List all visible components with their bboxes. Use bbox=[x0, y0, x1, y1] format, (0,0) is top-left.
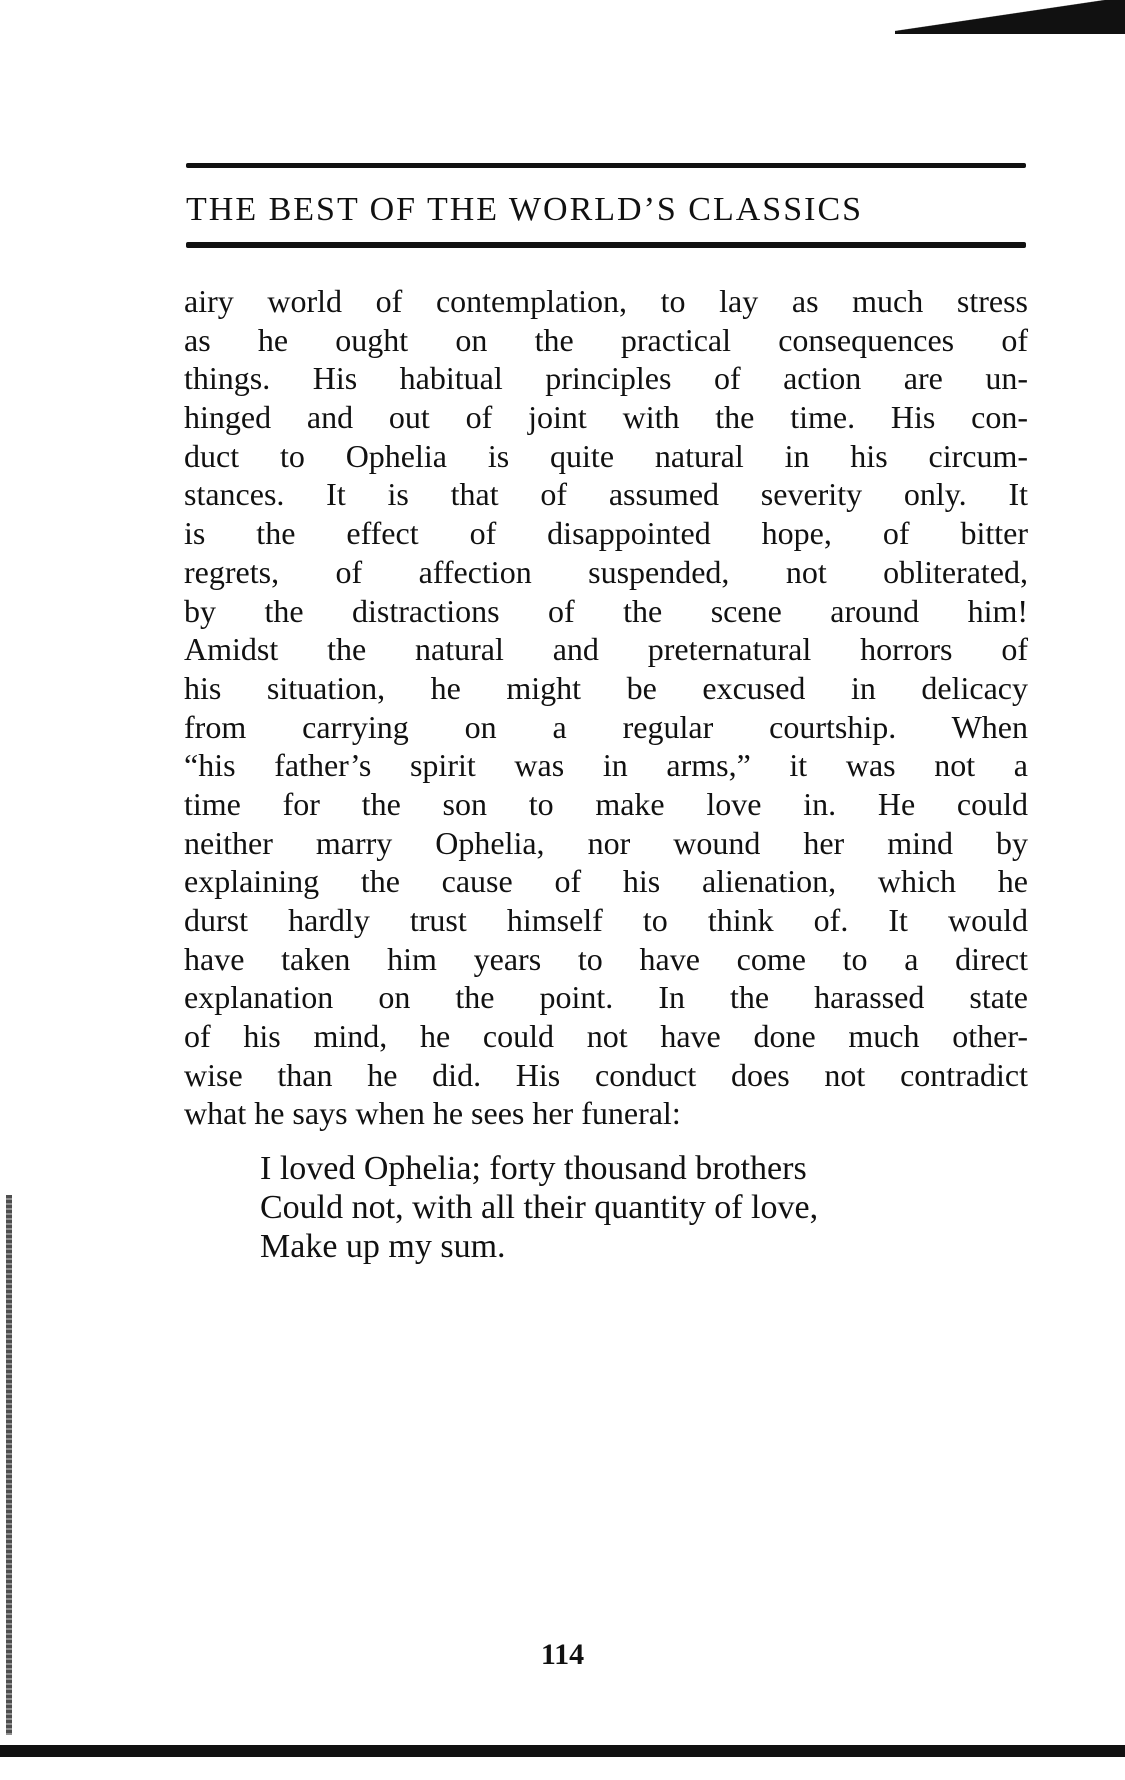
text-line: from carrying on a regular courtship. When bbox=[184, 708, 1028, 745]
body-paragraph bbox=[184, 282, 1028, 1133]
text-line: of his mind, he could not have done much other- bbox=[184, 1018, 1028, 1055]
text-line: what he says when he sees her funeral: bbox=[184, 1095, 681, 1132]
text-line: time for the son to make love in. He could bbox=[184, 785, 1028, 822]
text-line: explaining the cause of his alienation, which he bbox=[184, 863, 1028, 900]
text-line: neither marry Ophelia, nor wound her mind by bbox=[184, 824, 1028, 861]
running-head: THE BEST OF THE WORLD’S CLASSICS bbox=[186, 191, 864, 228]
text-line: “his father’s spirit was in arms,” it was not a bbox=[184, 747, 1028, 784]
text-line: hinged and out of joint with the time. His con- bbox=[184, 399, 1028, 436]
text-line: by the distractions of the scene around him! bbox=[184, 592, 1028, 629]
header-rule-bottom bbox=[186, 242, 1026, 248]
text-line: durst hardly trust himself to think of. It would bbox=[184, 902, 1028, 938]
text-line: have taken him years to have come to a direct bbox=[184, 940, 1028, 977]
text-line: wise than he did. His conduct does not contradict bbox=[184, 1056, 1028, 1093]
header-rule-top bbox=[186, 163, 1026, 168]
text-line: explanation on the point. In the harassed state bbox=[184, 979, 1028, 1016]
verse-quotation bbox=[260, 1149, 818, 1266]
text-line: is the effect of disappointed hope, of bitter bbox=[184, 515, 1028, 552]
text-line: stances. It is that of assumed severity only. It bbox=[184, 476, 1028, 513]
verse-line: Could not, with all their quantity of love, bbox=[260, 1189, 819, 1226]
verse-line: I loved Ophelia; forty thousand brothers bbox=[260, 1150, 807, 1187]
text-line: as he ought on the practical consequences of bbox=[184, 321, 1028, 358]
scan-edge-top bbox=[895, 0, 1125, 34]
verse-line: Make up my sum. bbox=[260, 1228, 506, 1265]
text-line: his situation, he might be excused in delicacy bbox=[184, 669, 1028, 706]
text-line: regrets, of affection suspended, not obliterated, bbox=[184, 553, 1028, 590]
text-line: duct to Ophelia is quite natural in his circum- bbox=[184, 437, 1028, 474]
text-line: things. His habitual principles of action are un- bbox=[184, 360, 1028, 397]
scan-edge-bottom bbox=[0, 1745, 1125, 1757]
page-number: 114 bbox=[540, 1638, 585, 1671]
text-line: airy world of contemplation, to lay as much stress bbox=[184, 283, 1028, 319]
text-line: Amidst the natural and preternatural horrors of bbox=[184, 631, 1028, 668]
